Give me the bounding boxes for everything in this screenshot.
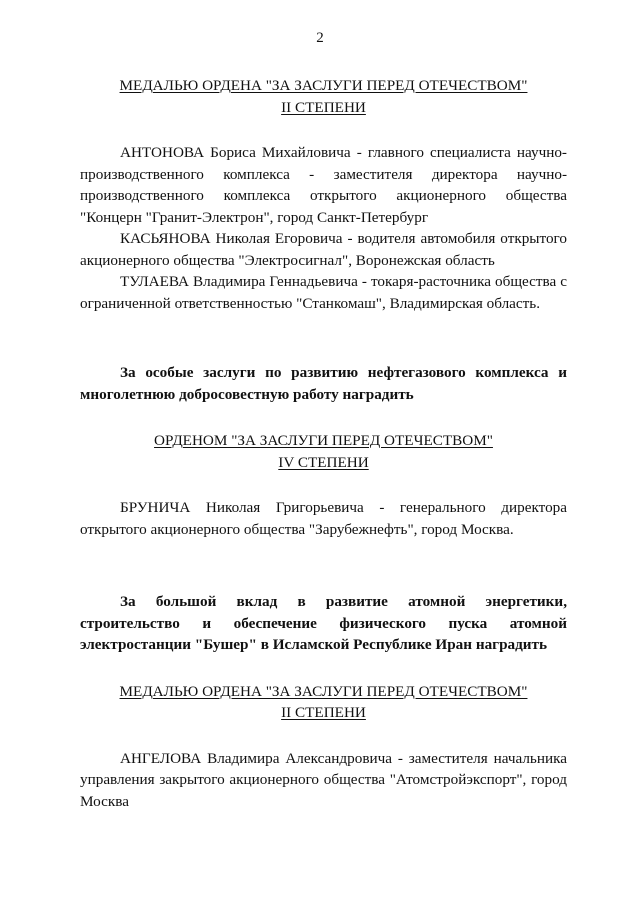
awardee-entry: БРУНИЧА Николая Григорьевича - генерального директора открытого акционерного общества "Зарубежнефть", город Москва. — [80, 499, 567, 538]
document-body — [80, 75, 567, 812]
page-number: 2 — [316, 30, 324, 46]
award-heading-degree: II СТЕПЕНИ — [281, 98, 366, 116]
award-decree-intro: За большой вклад в развитие атомной энергетики, строительство и обеспечение физического пуска атомной электростанции "Бушер" в Исламской Республике Иран наградить — [80, 593, 567, 653]
award-heading — [80, 75, 567, 118]
award-heading-degree: IV СТЕПЕНИ — [278, 453, 369, 471]
award-heading-line: МЕДАЛЬЮ ОРДЕНА "ЗА ЗАСЛУГИ ПЕРЕД ОТЕЧЕСТВОМ" — [119, 77, 528, 94]
award-heading — [80, 430, 567, 473]
award-heading-degree: II СТЕПЕНИ — [281, 704, 366, 721]
awardee-entry: КАСЬЯНОВА Николая Егоровича - водителя автомобиля открытого акционерного общества "Электросигнал", Воронежская область — [80, 230, 567, 269]
award-heading-line: ОРДЕНОМ "ЗА ЗАСЛУГИ ПЕРЕД ОТЕЧЕСТВОМ" — [154, 432, 493, 449]
award-heading — [80, 681, 567, 724]
awardee-entry: ТУЛАЕВА Владимира Геннадьевича - токаря-расточника общества с ограниченной ответственностью "Станкомаш", Владимирская область. — [80, 273, 567, 312]
awardee-entry: АНТОНОВА Бориса Михайловича - главного специалиста научно-производственного комплекса - заместителя директора научно-производственного комплекса открытого акционерного общества "Концерн "Гранит-Электрон", город Санкт-Петербург — [80, 144, 567, 226]
award-decree-intro: За особые заслуги по развитию нефтегазового комплекса и многолетнюю добросовестную работу наградить — [80, 364, 567, 403]
awardee-entry: АНГЕЛОВА Владимира Александровича - заместителя начальника управления закрытого акционерного общества "Атомстройэкспорт", город Москва — [80, 749, 567, 810]
award-heading-line: МЕДАЛЬЮ ОРДЕНА "ЗА ЗАСЛУГИ ПЕРЕД ОТЕЧЕСТВОМ" — [119, 682, 528, 700]
